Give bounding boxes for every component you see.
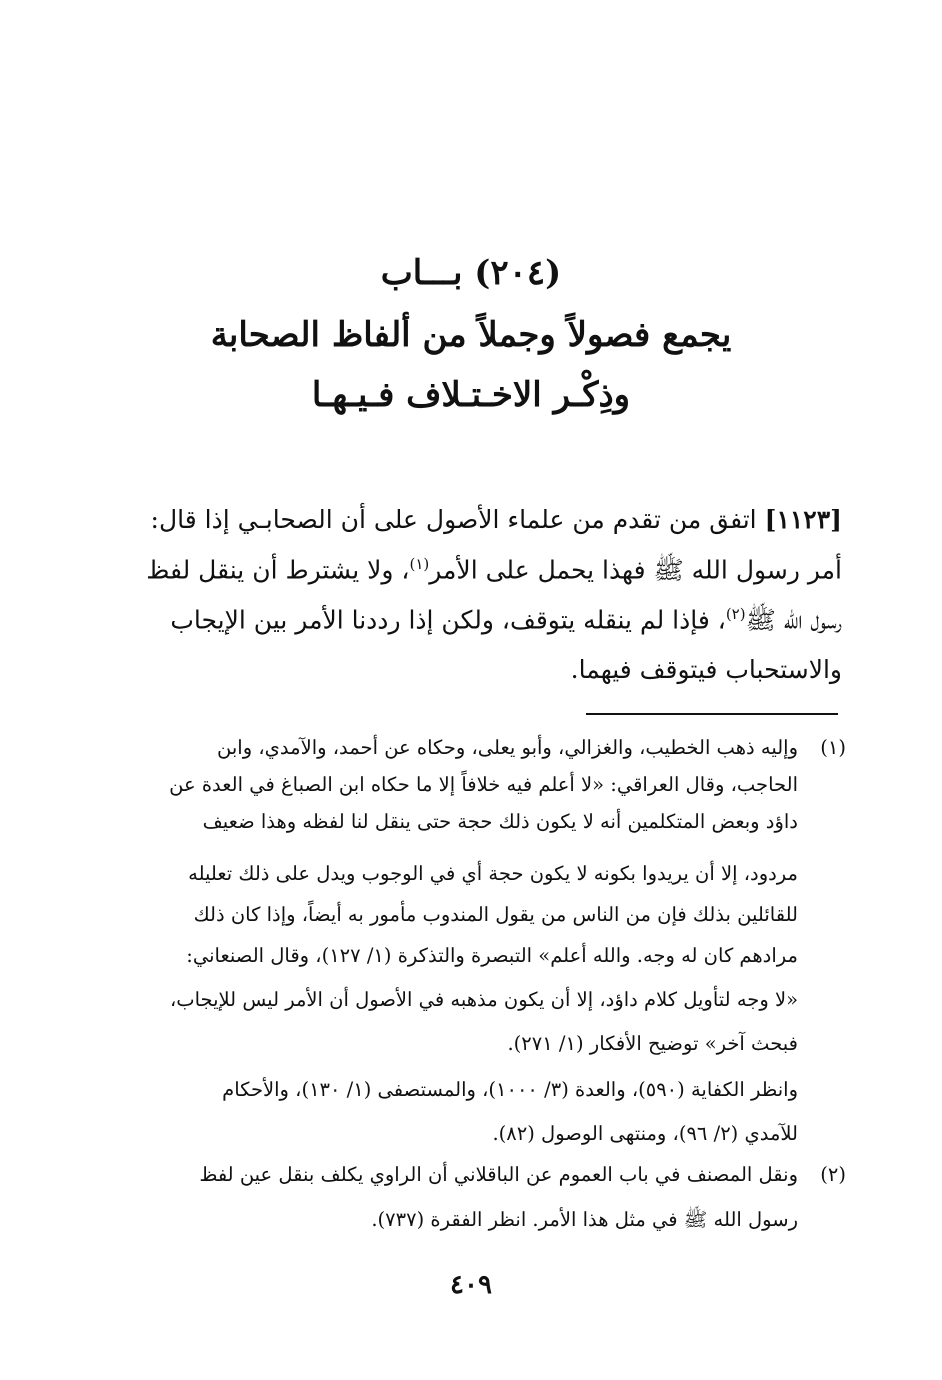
paragraph-line-2-text-a: أمر رسول الله ﷺ فهذا يحمل على الأمر xyxy=(429,555,842,585)
chapter-title-line-1: يجمع فصولاً وجملاً من ألفاظ الصحابة xyxy=(210,315,732,355)
footnote-1-line-2: الحاجب، وقال العراقي: «لا أعلم فيه خلافاً إلا ما حكاه ابن الصباغ في العدة عن xyxy=(169,773,798,796)
footnote-1-line-1: وإليه ذهب الخطيب، والغزالي، وأبو يعلى، وحكاه عن أحمد، والآمدي، وابن xyxy=(217,736,798,759)
paragraph-line-2 xyxy=(146,555,842,585)
footnote-1-line-5: للقائلين بذلك فإن من الناس من يقول المندوب مأمور به أيضاً، وإذا كان ذلك xyxy=(193,903,798,926)
footnote-2-marker: (٢) xyxy=(820,1163,846,1186)
footnote-1-line-4: مردود، إلا أن يريدوا بكونه لا يكون حجة أي في الوجوب ويدل على ذلك تعليله xyxy=(188,862,798,885)
paragraph-line-1 xyxy=(151,507,842,532)
footnote-1-line-9: وانظر الكفاية (٥٩٠)، والعدة (٣/ ١٠٠٠)، والمستصفى (١/ ١٣٠)، والأحكام xyxy=(222,1078,798,1101)
footnote-ref-1[interactable]: (١) xyxy=(409,555,430,573)
paragraph-line-3-text-b: ، فإذا لم ينقله يتوقف، ولكن إذا رددنا الأمر بين الإيجاب xyxy=(170,605,726,635)
footnote-separator xyxy=(586,713,838,715)
footnote-1-line-3: داؤد وبعض المتكلمين أنه لا يكون ذلك حجة حتى ينقل لنا لفظه وهذا ضعيف xyxy=(202,810,798,833)
paragraph-line-3-text-a: رسول الله ﷺ xyxy=(745,605,842,635)
footnote-1-line-10: للآمدي (٢/ ٩٦)، ومنتهى الوصول (٨٢). xyxy=(492,1122,798,1145)
footnote-1-marker: (١) xyxy=(820,736,846,759)
footnote-1-line-6: مرادهم كان له وجه. والله أعلم» التبصرة والتذكرة (١/ ١٢٧)، وقال الصنعاني: xyxy=(186,944,798,967)
paragraph-number: [١١٢٣] xyxy=(764,505,842,534)
paragraph-line-1-text: اتفق من تقدم من علماء الأصول على أن الصحابـي إذا قال: xyxy=(150,505,757,534)
footnote-2-line-1: ونقل المصنف في باب العموم عن الباقلاني أن الراوي يكلف بنقل عين لفظ xyxy=(199,1163,798,1186)
page-number: ٤٠٩ xyxy=(450,1270,492,1300)
paragraph-line-2-text-b: ، ولا يشترط أن ينقل لفظ xyxy=(146,555,410,585)
paragraph-line-4: والاستحباب فيتوقف فيهما. xyxy=(570,655,842,684)
footnote-1-line-7: «لا وجه لتأويل كلام داؤد، إلا أن يكون مذهبه في الأصول أن الأمر ليس للإيجاب، xyxy=(169,988,798,1011)
footnote-2-line-2: رسول الله ﷺ في مثل هذا الأمر. انظر الفقرة (٧٣٧). xyxy=(371,1208,798,1231)
chapter-number-heading: (٢٠٤) بـــاب xyxy=(380,253,562,293)
footnote-ref-2[interactable]: (٢) xyxy=(725,605,746,623)
chapter-title-line-2: وذِكْـر الاخـتـلاف فـيـهـا xyxy=(311,375,631,415)
paragraph-line-3 xyxy=(170,605,842,635)
footnote-1-line-8: فبحث آخر» توضيح الأفكار (١/ ٢٧١). xyxy=(507,1032,798,1055)
